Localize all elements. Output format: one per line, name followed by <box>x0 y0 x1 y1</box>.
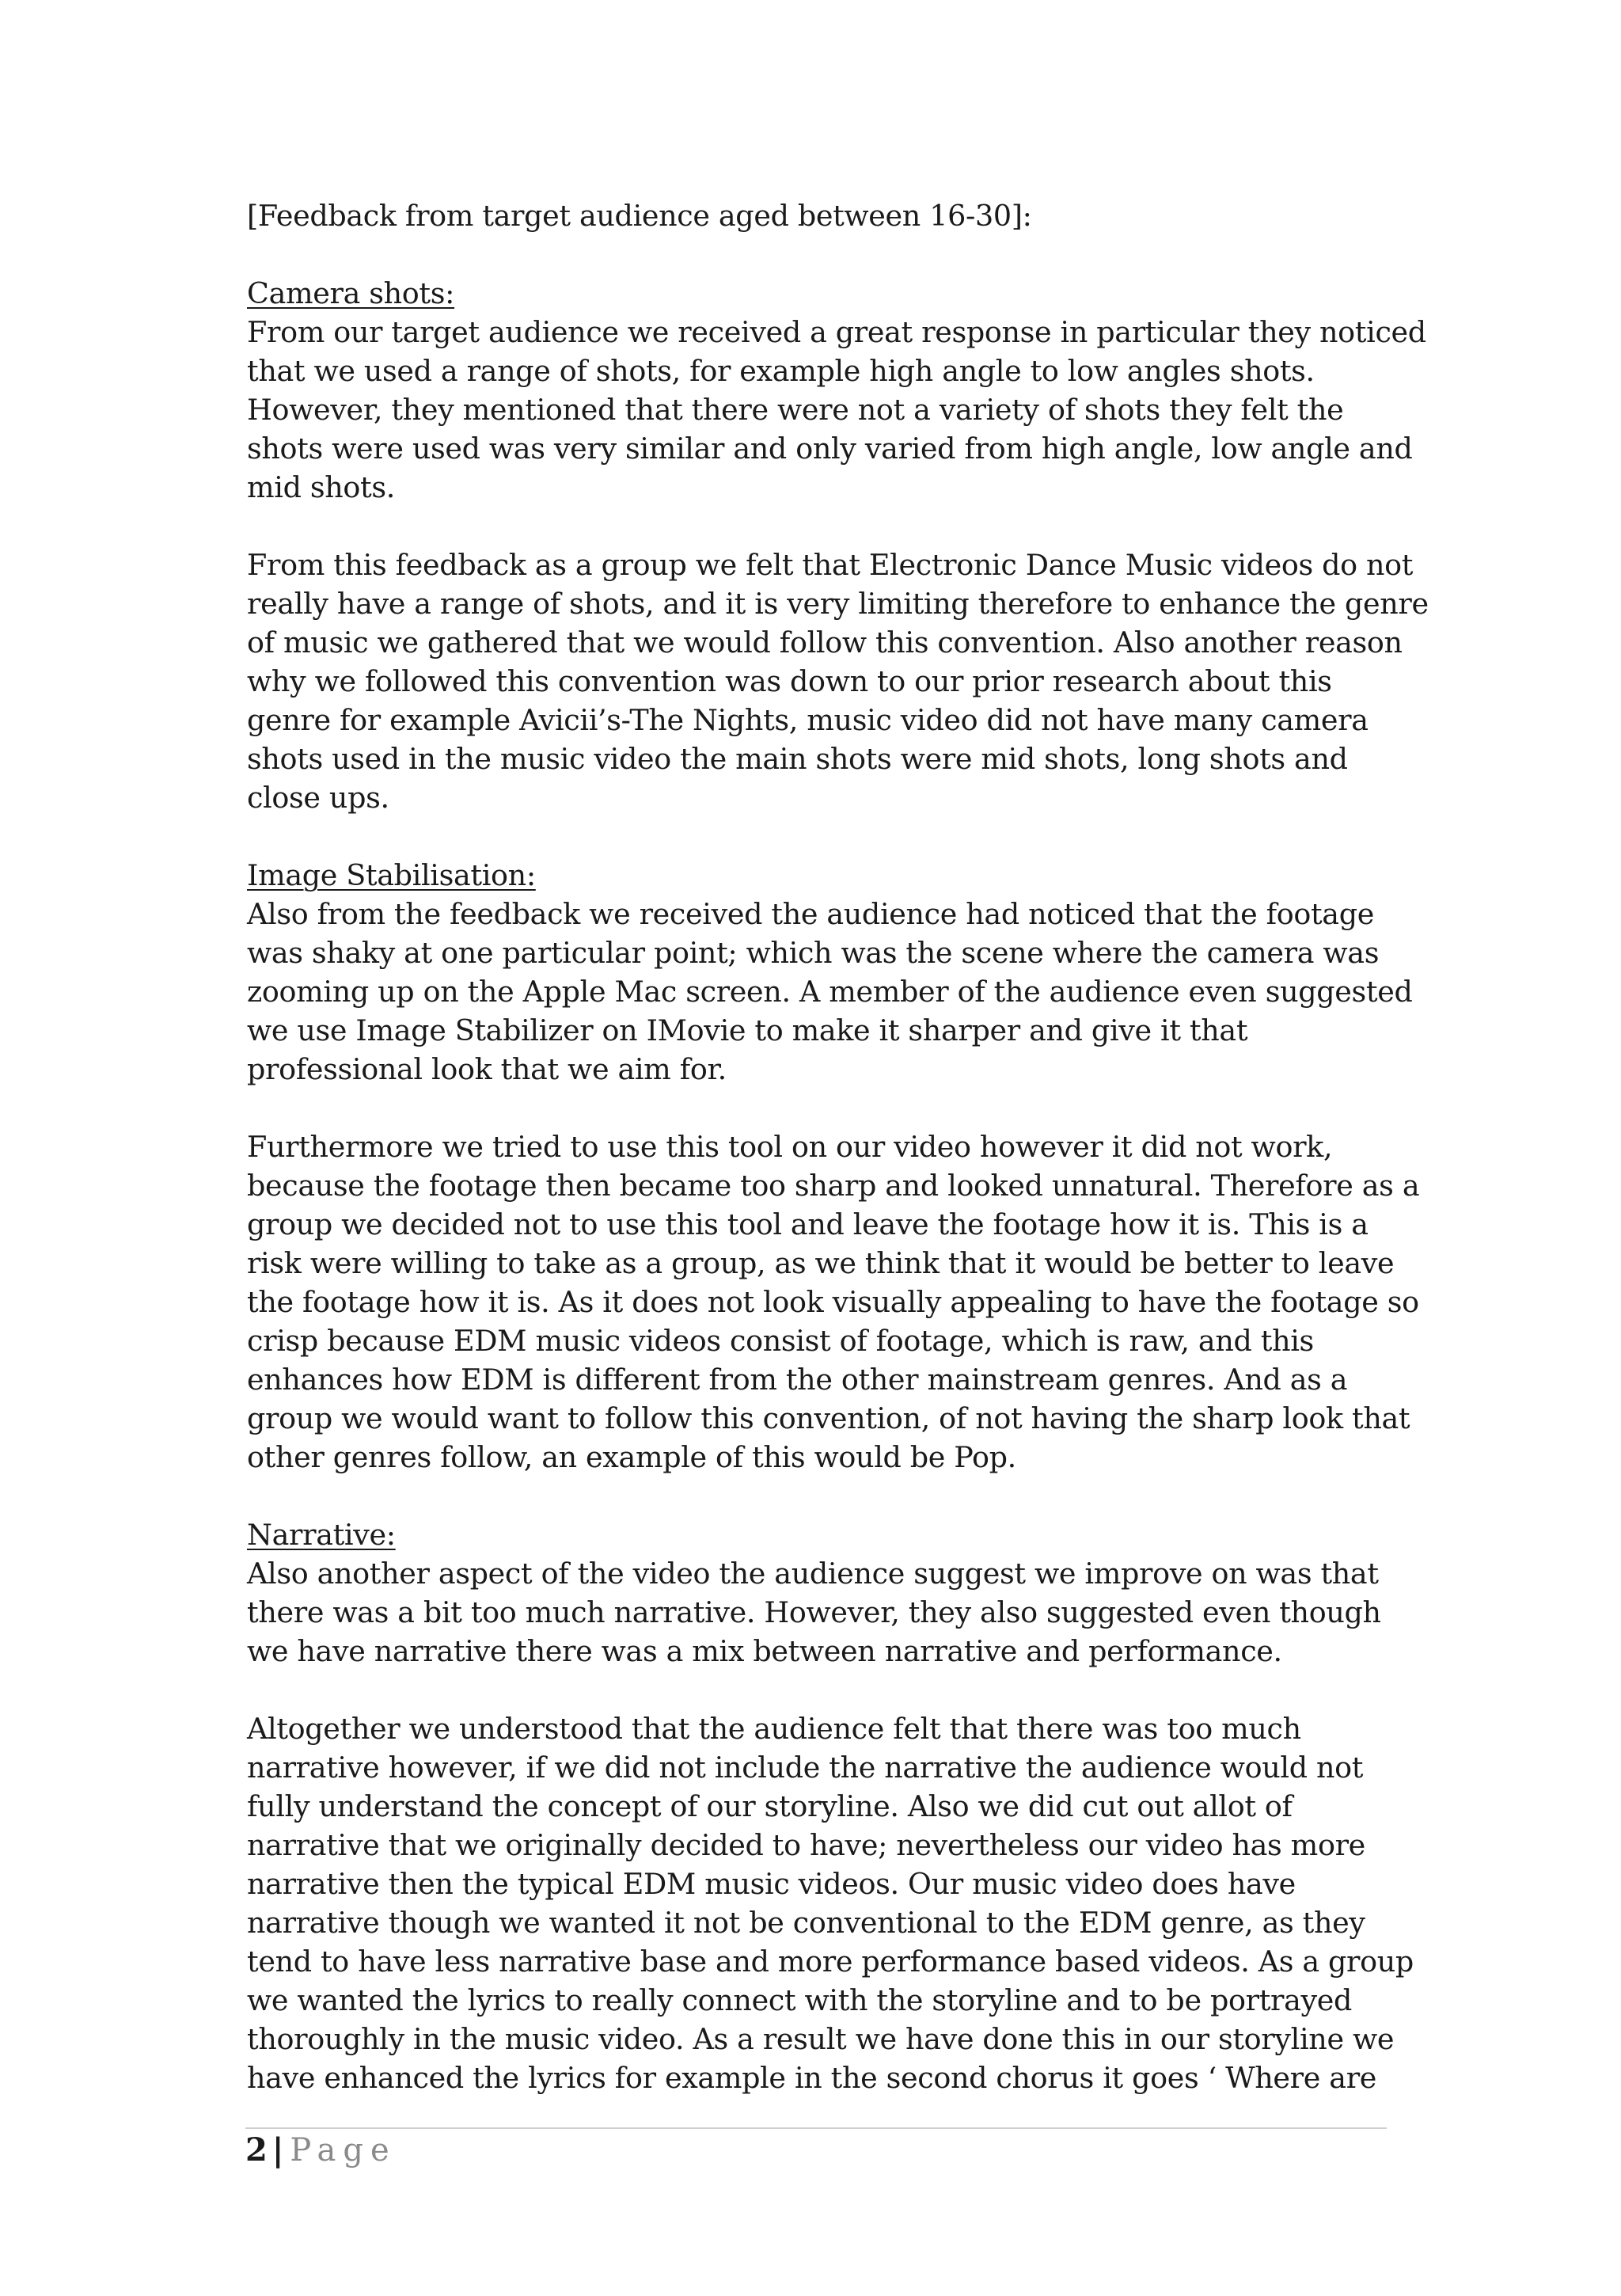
section-heading-narrative: Narrative: <box>247 1518 396 1552</box>
document-page <box>247 196 1429 2097</box>
paragraph-line: really have a range of shots, and it is very limiting therefore to enhance the genre <box>247 587 1429 621</box>
section-heading-image-stabilisation: Image Stabilisation: <box>247 858 536 892</box>
paragraph-line: other genres follow, an example of this would be Pop. <box>247 1440 1016 1474</box>
paragraph-line: tend to have less narrative base and more performance based videos. As a group <box>247 1944 1414 1979</box>
paragraph-line: Also another aspect of the video the audience suggest we improve on was that <box>247 1557 1379 1591</box>
paragraph-line: group we decided not to use this tool and leave the footage how it is. This is a <box>247 1207 1369 1241</box>
paragraph-line: have enhanced the lyrics for example in the second chorus it goes ‘ Where are <box>247 2061 1377 2095</box>
paragraph-line: narrative however, if we did not include the narrative the audience would not <box>247 1751 1364 1785</box>
paragraph-line: narrative that we originally decided to have; nevertheless our video has more <box>247 1828 1365 1862</box>
spacer <box>247 1089 1387 1127</box>
spacer <box>247 1671 1387 1709</box>
paragraph-line: there was a bit too much narrative. However, they also suggested even though <box>247 1595 1381 1629</box>
paragraph-line: professional look that we aim for. <box>247 1052 727 1086</box>
paragraph-line: because the footage then became too sharp and looked unnatural. Therefore as a <box>247 1169 1420 1203</box>
paragraph-line: group we would want to follow this convention, of not having the sharp look that <box>247 1401 1410 1435</box>
paragraph-line: was shaky at one particular point; which was the scene where the camera was <box>247 936 1380 970</box>
paragraph-line: zooming up on the Apple Mac screen. A member of the audience even suggested <box>247 975 1413 1009</box>
paragraph-line: thoroughly in the music video. As a result we have done this in our storyline we <box>247 2022 1395 2056</box>
paragraph-line: mid shots. <box>247 470 395 504</box>
paragraph-line: Also from the feedback we received the audience had noticed that the footage <box>247 897 1374 931</box>
spacer <box>247 507 1387 545</box>
paragraph-line: why we followed this convention was down to our prior research about this <box>247 664 1332 698</box>
document-intro: [Feedback from target audience aged between 16-30]: <box>247 199 1032 233</box>
paragraph-line: shots used in the music video the main shots were mid shots, long shots and <box>247 742 1348 776</box>
paragraph-line: we wanted the lyrics to really connect with the storyline and to be portrayed <box>247 1983 1353 2017</box>
paragraph-line: narrative then the typical EDM music videos. Our music video does have <box>247 1867 1296 1901</box>
paragraph-line: that we used a range of shots, for example high angle to low angles shots. <box>247 354 1315 388</box>
footer-separator: | <box>271 2131 284 2169</box>
paragraph-line: of music we gathered that we would follow this convention. Also another reason <box>247 625 1403 660</box>
spacer <box>247 817 1387 856</box>
paragraph-line: crisp because EDM music videos consist of footage, which is raw, and this <box>247 1324 1314 1358</box>
spacer <box>247 235 1387 274</box>
paragraph-line: narrative though we wanted it not be conventional to the EDM genre, as they <box>247 1906 1365 1940</box>
page-number: 2 <box>245 2131 268 2169</box>
paragraph-line: we use Image Stabilizer on IMovie to make it sharper and give it that <box>247 1013 1248 1047</box>
paragraph-line: enhances how EDM is different from the other mainstream genres. And as a <box>247 1363 1348 1397</box>
page-label: Page <box>290 2132 397 2169</box>
footer-divider <box>245 2127 1387 2129</box>
page-footer <box>245 2131 397 2170</box>
paragraph-line: Altogether we understood that the audience felt that there was too much <box>247 1712 1301 1746</box>
paragraph-line: we have narrative there was a mix between narrative and performance. <box>247 1634 1282 1668</box>
paragraph-line: genre for example Avicii’s-The Nights, music video did not have many camera <box>247 703 1369 737</box>
paragraph-line: Furthermore we tried to use this tool on our video however it did not work, <box>247 1130 1333 1164</box>
paragraph-line: From our target audience we received a great response in particular they noticed <box>247 315 1426 349</box>
paragraph-line: close ups. <box>247 781 389 815</box>
paragraph-line: fully understand the concept of our storyline. Also we did cut out allot of <box>247 1789 1293 1823</box>
paragraph-line: the footage how it is. As it does not look visually appealing to have the footage so <box>247 1285 1419 1319</box>
spacer <box>247 1477 1387 1515</box>
paragraph-line: shots were used was very similar and only varied from high angle, low angle and <box>247 431 1413 466</box>
section-heading-camera-shots: Camera shots: <box>247 276 455 310</box>
paragraph-line: From this feedback as a group we felt that Electronic Dance Music videos do not <box>247 548 1414 582</box>
paragraph-line: risk were willing to take as a group, as we think that it would be better to leave <box>247 1246 1395 1280</box>
paragraph-line: However, they mentioned that there were not a variety of shots they felt the <box>247 393 1344 427</box>
